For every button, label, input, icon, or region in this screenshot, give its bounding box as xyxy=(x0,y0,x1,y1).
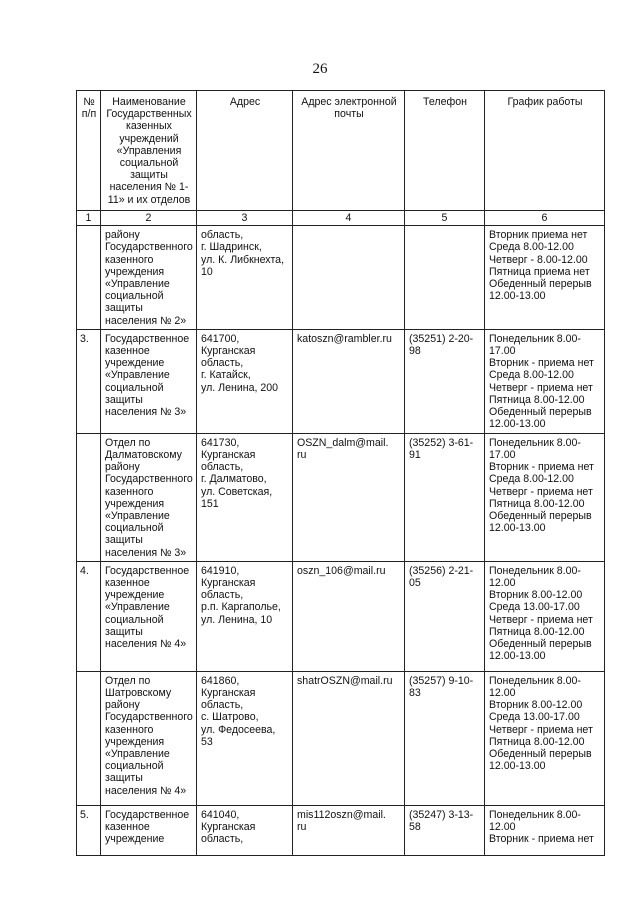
cell-line: казенных xyxy=(126,120,172,133)
cell-line: Вторник 8.00-12.00 xyxy=(489,699,583,712)
email-cell xyxy=(293,561,405,671)
cell-line: График работы xyxy=(507,96,583,108)
cell-line: социальной xyxy=(105,613,164,626)
cell-line: mis112oszn@mail. xyxy=(297,808,386,821)
cell-line: учреждения xyxy=(105,265,165,278)
cell-line: 641730, xyxy=(201,436,240,449)
cell-line: (35251) 2-20- xyxy=(409,332,474,345)
cell-line: защиты xyxy=(105,625,143,638)
phone-cell xyxy=(405,805,485,855)
cell-line: 641700, xyxy=(201,332,240,345)
address-cell xyxy=(197,226,293,330)
cell-line: Вторник 8.00-12.00 xyxy=(489,589,583,602)
cell-line: Адрес электронной xyxy=(301,96,397,108)
cell-line: казенного xyxy=(105,723,154,736)
phone-cell xyxy=(405,433,485,561)
cell-line: учреждение xyxy=(105,357,165,370)
column-number: 6 xyxy=(485,211,605,226)
cell-line: Вторник - приема нет xyxy=(489,833,594,846)
cell-line: область, xyxy=(201,833,244,846)
cell-line: учреждение xyxy=(105,589,165,602)
cell-line: область, xyxy=(201,229,244,242)
name-cell xyxy=(101,226,197,330)
cell-line: Понедельник 8.00- xyxy=(489,564,581,577)
cell-line: защиты xyxy=(105,302,143,315)
cell-line: Телефон xyxy=(423,96,467,108)
cell-line: 17.00 xyxy=(489,345,516,358)
cell-line: (35252) 3-61- xyxy=(409,436,474,449)
schedule-cell xyxy=(485,561,605,671)
row-num-cell xyxy=(77,671,101,805)
name-cell xyxy=(101,805,197,855)
cell-line: социальной xyxy=(105,760,164,773)
cell-line: Государственных xyxy=(106,108,192,121)
cell-line: Обеденный перерыв xyxy=(489,510,592,523)
cell-line: Понедельник 8.00- xyxy=(489,436,581,449)
phone-cell xyxy=(405,329,485,433)
table-row xyxy=(77,329,605,433)
cell-line: Понедельник 8.00- xyxy=(489,332,581,345)
name-cell xyxy=(101,433,197,561)
schedule-cell xyxy=(485,329,605,433)
cell-line: Понедельник 8.00- xyxy=(489,808,581,821)
cell-line: Шатровскому xyxy=(105,687,172,700)
cell-line: Государственного xyxy=(105,241,193,254)
cell-line: Курганская xyxy=(201,821,256,834)
cell-line: казенного xyxy=(105,485,154,498)
cell-line: Понедельник 8.00- xyxy=(489,674,581,687)
cell-line: районy xyxy=(105,699,140,712)
cell-line: казенное xyxy=(105,345,150,358)
cell-line: Обеденный перерыв xyxy=(489,406,592,419)
cell-line: почты xyxy=(334,108,364,121)
phone-cell xyxy=(405,561,485,671)
column-number: 5 xyxy=(405,211,485,226)
cell-line: районy xyxy=(105,229,140,242)
cell-line: ул. К. Либкнехта, xyxy=(201,253,285,266)
cell-line: ул. Советская, xyxy=(201,485,273,498)
column-number-row xyxy=(77,211,605,226)
cell-line: учреждение xyxy=(105,833,165,846)
header-name xyxy=(101,91,197,211)
name-cell xyxy=(101,329,197,433)
cell-line: Четверг - приема нет xyxy=(489,485,593,498)
cell-line: 4. xyxy=(80,564,89,577)
cell-line: Государственного xyxy=(105,473,193,486)
cell-line: Четверг - приема нет xyxy=(489,723,593,736)
address-cell xyxy=(197,433,293,561)
cell-line: Среда 8.00-12.00 xyxy=(489,473,574,486)
cell-line: 641910, xyxy=(201,564,240,577)
cell-line: социальной xyxy=(119,157,179,170)
cell-line: Среда 13.00-17.00 xyxy=(489,601,580,614)
cell-line: Вторник - приема нет xyxy=(489,357,594,370)
row-num-cell xyxy=(77,561,101,671)
cell-line: Четверг - приема нет xyxy=(489,613,593,626)
header-num xyxy=(77,91,101,211)
cell-line: районy xyxy=(105,461,140,474)
row-num-cell xyxy=(77,226,101,330)
offices-table xyxy=(76,90,605,856)
cell-line: область, xyxy=(201,699,244,712)
cell-line: г. Далматово, xyxy=(201,473,267,486)
cell-line: казенное xyxy=(105,821,150,834)
email-cell xyxy=(293,671,405,805)
schedule-cell xyxy=(485,805,605,855)
email-cell xyxy=(293,805,405,855)
row-num-cell xyxy=(77,433,101,561)
cell-line: область, xyxy=(201,357,244,370)
cell-line: Четверг - приема нет xyxy=(489,381,593,394)
cell-line: Четверг - 8.00-12.00 xyxy=(489,253,588,266)
schedule-cell xyxy=(485,671,605,805)
cell-line: Государственное xyxy=(105,332,190,345)
table-row xyxy=(77,671,605,805)
column-number: 3 xyxy=(197,211,293,226)
table-row xyxy=(77,226,605,330)
cell-line: 5. xyxy=(80,808,89,821)
name-cell xyxy=(101,561,197,671)
cell-line: «Управление xyxy=(105,369,170,382)
cell-line: Адрес xyxy=(229,96,261,108)
schedule-cell xyxy=(485,433,605,561)
cell-line: (35247) 3-13- xyxy=(409,808,474,821)
cell-line: социальной xyxy=(105,381,164,394)
cell-line: 641040, xyxy=(201,808,240,821)
schedule-cell xyxy=(485,226,605,330)
cell-line: «Управление xyxy=(105,278,170,291)
cell-line: казенное xyxy=(105,577,150,590)
cell-line: 12.00-13.00 xyxy=(489,522,546,535)
cell-line: п/п xyxy=(81,108,97,121)
cell-line: социальной xyxy=(105,522,164,535)
cell-line: ул. Ленина, 10 xyxy=(201,613,273,626)
cell-line: Обеденный перерыв xyxy=(489,638,592,651)
cell-line: г. Катайск, xyxy=(201,369,251,382)
cell-line: 3. xyxy=(80,332,89,345)
cell-line: «Управление xyxy=(105,510,170,523)
cell-line: Курганская xyxy=(201,577,256,590)
name-cell xyxy=(101,671,197,805)
cell-line: область, xyxy=(201,589,244,602)
cell-line: Курганская xyxy=(201,687,256,700)
cell-line: Пятница 8.00-12.00 xyxy=(489,393,585,406)
cell-line: 58 xyxy=(409,821,421,834)
cell-line: населения № 4» xyxy=(105,638,187,651)
header-schedule xyxy=(485,91,605,211)
email-cell xyxy=(293,329,405,433)
header-email xyxy=(293,91,405,211)
cell-line: учреждения xyxy=(105,735,165,748)
cell-line: 12.00 xyxy=(489,577,516,590)
cell-line: «Управление xyxy=(105,748,170,761)
cell-line: ул. Ленина, 200 xyxy=(201,381,279,394)
cell-line: р.п. Каргаполье, xyxy=(201,601,281,614)
column-number: 1 xyxy=(77,211,101,226)
cell-line: 12.00-13.00 xyxy=(489,760,546,773)
address-cell xyxy=(197,671,293,805)
cell-line: № xyxy=(83,96,95,108)
cell-line: защиты xyxy=(130,169,168,182)
cell-line: OSZN_dalm@mail. xyxy=(297,436,389,449)
cell-line: Наименование xyxy=(112,96,186,108)
cell-line: ул. Федосеева, xyxy=(201,723,276,736)
cell-line: oszn_106@mail.ru xyxy=(297,564,386,577)
cell-line: защиты xyxy=(105,393,143,406)
cell-line: учреждения xyxy=(105,497,165,510)
cell-line: 12.00-13.00 xyxy=(489,650,546,663)
column-number: 4 xyxy=(293,211,405,226)
cell-line: Пятница 8.00-12.00 xyxy=(489,735,585,748)
table-row xyxy=(77,433,605,561)
cell-line: Обеденный перерыв xyxy=(489,748,592,761)
cell-line: 91 xyxy=(409,449,421,462)
cell-line: Пятница приема нет xyxy=(489,265,590,278)
cell-line: Среда 13.00-17.00 xyxy=(489,711,580,724)
cell-line: ru xyxy=(297,449,307,462)
cell-line: Пятница 8.00-12.00 xyxy=(489,625,585,638)
cell-line: Отдел по xyxy=(105,436,151,449)
cell-line: 98 xyxy=(409,345,421,358)
cell-line: защиты xyxy=(105,772,143,785)
cell-line: казенного xyxy=(105,253,154,266)
table-row xyxy=(77,561,605,671)
cell-line: (35257) 9-10- xyxy=(409,674,474,687)
column-number: 2 xyxy=(101,211,197,226)
cell-line: «Управление xyxy=(105,601,170,614)
cell-line: область, xyxy=(201,461,244,474)
header-phone xyxy=(405,91,485,211)
email-cell xyxy=(293,433,405,561)
cell-line: населения № 4» xyxy=(105,784,187,797)
cell-line: Государственного xyxy=(105,711,193,724)
table-row xyxy=(77,805,605,855)
cell-line: 05 xyxy=(409,577,421,590)
phone-cell xyxy=(405,671,485,805)
phone-cell xyxy=(405,226,485,330)
cell-line: 10 xyxy=(201,265,213,278)
cell-line: Государственное xyxy=(105,564,190,577)
cell-line: (35256) 2-21- xyxy=(409,564,474,577)
cell-line: Далматовскому xyxy=(105,449,182,462)
row-num-cell xyxy=(77,805,101,855)
cell-line: населения № 3» xyxy=(105,406,187,419)
header-row xyxy=(77,91,605,211)
cell-line: 12.00 xyxy=(489,687,516,700)
cell-line: населения № 1- xyxy=(109,181,189,194)
cell-line: социальной xyxy=(105,290,164,303)
cell-line: Среда 8.00-12.00 xyxy=(489,369,574,382)
cell-line: Курганская xyxy=(201,449,256,462)
address-cell xyxy=(197,561,293,671)
cell-line: с. Шатрово, xyxy=(201,711,259,724)
cell-line: 641860, xyxy=(201,674,240,687)
cell-line: учреждений xyxy=(119,132,179,145)
cell-line: Государственное xyxy=(105,808,190,821)
cell-line: 12.00-13.00 xyxy=(489,418,546,431)
cell-line: Отдел по xyxy=(105,674,151,687)
address-cell xyxy=(197,805,293,855)
cell-line: 53 xyxy=(201,735,213,748)
email-cell xyxy=(293,226,405,330)
cell-line: Пятница 8.00-12.00 xyxy=(489,497,585,510)
cell-line: защиты xyxy=(105,534,143,547)
page-number: 26 xyxy=(312,61,328,77)
cell-line: Среда 8.00-12.00 xyxy=(489,241,574,254)
cell-line: Вторник приема нет xyxy=(489,229,588,242)
cell-line: населения № 2» xyxy=(105,314,187,327)
cell-line: 12.00-13.00 xyxy=(489,290,546,303)
cell-line: г. Шадринск, xyxy=(201,241,262,254)
cell-line: Обеденный перерыв xyxy=(489,278,592,291)
address-cell xyxy=(197,329,293,433)
cell-line: «Управления xyxy=(116,144,182,157)
cell-line: 17.00 xyxy=(489,449,516,462)
cell-line: shatrOSZN@mail.ru xyxy=(297,674,393,687)
cell-line: населения № 3» xyxy=(105,546,187,559)
cell-line: 83 xyxy=(409,687,421,700)
cell-line: 12.00 xyxy=(489,821,516,834)
header-address xyxy=(197,91,293,211)
cell-line: ru xyxy=(297,821,307,834)
cell-line: Вторник - приема нет xyxy=(489,461,594,474)
cell-line: Курганская xyxy=(201,345,256,358)
row-num-cell xyxy=(77,329,101,433)
cell-line: katoszn@rambler.ru xyxy=(297,332,392,345)
cell-line: 11» и их отделов xyxy=(107,193,191,206)
cell-line: 151 xyxy=(201,497,219,510)
